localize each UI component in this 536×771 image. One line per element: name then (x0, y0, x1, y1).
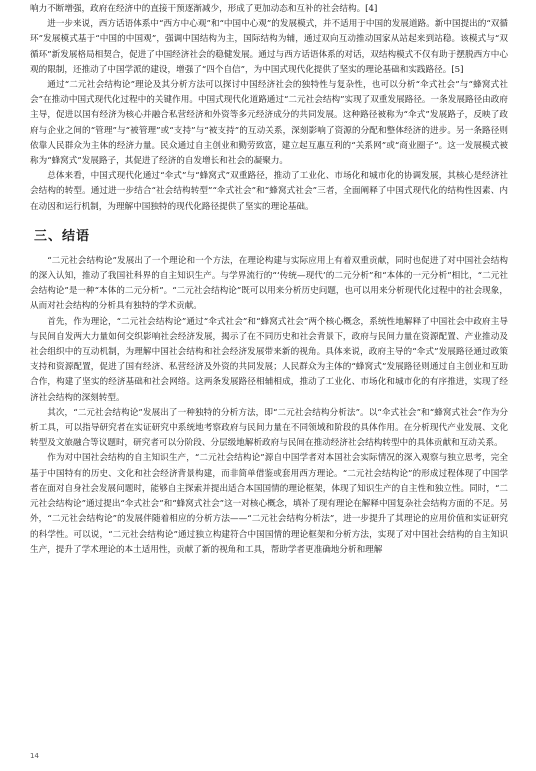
paragraph-top-4: 总体来看，中国式现代化通过“伞式”与“蜂窝式”双重路径，推动了工业化、市场化和城市化的协调发展，其核心是经济社会结构的转型。通过进一步结合“社会结构转型”“伞式社会”和“蜂窝式社会”三者，全面阐释了中国式现代化的结构性因素、内在动因和运行机制，为理解中国独特的现代化路径提供了坚实的理论基础。 (30, 171, 508, 212)
paragraph-top-1: 响力不断增强，政府在经济中的直接干预逐渐减少，形成了更加动态和互补的社会结构。[4] (30, 4, 378, 14)
paragraph-top-2: 进一步来说，西方话语体系中“西方中心观”和“中国中心观”的发展模式，并不适用于中国的发展道路。新中国提出的“双循环”发展模式基于“中国的中国观”，强调中国结构为主，国际结构为辅，通过双向互动推动国家从站起来到站稳。该模式与“双循环”新发展格局相契合，促进了中国经济社会的稳健发展。通过与西方话语体系的对话，双结构模式不仅有助于摆脱西方中心观的限制，还推动了中国学派的建设，增强了“四个自信”，为中国式现代化提供了坚实的理论基础和实践路径。[5] (30, 19, 508, 75)
paragraph-bottom-2: 首先，作为理论，“二元社会结构论”通过“伞式社会”和“蜂窝式社会”两个核心概念，系统性地解释了中国社会中政府主导与民间自发两大力量如何交织影响社会经济发展，揭示了在不同历史和社会背景下，政府与民间力量在资源配置、产业推动及社会组织中的互动机制，为理解中国社会结构和社会经济发展带来新的视角。具体来说，政府主导的“伞式”发展路径通过政策支持和资源配置，促进了国有经济、私营经济及外资的共同发展；人民群众为主体的“蜂窝式”发展路径则通过自主创业和互助合作，构建了坚实的经济基础和社会网络。这两条发展路径相辅相成，推动了工业化、市场化和城市化的有序推进，实现了经济社会结构的深刻转型。 (30, 316, 508, 403)
paragraph-top-3: 通过“二元社会结构论”理论及其分析方法可以探讨中国经济社会的独特性与复杂性，也可以分析“伞式社会”与“蜂窝式社会”在推动中国式现代化过程中的关键作用。中国式现代化道路通过“二元社会结构”实现了双重发展路径。一条发展路径由政府主导，促进以国有经济为核心并融合私营经济和外资等多元经济成分的共同发展。这种路径被称为“伞式”发展路子，反映了政府与企业之间的“管理”与“被管理”或“支持”与“被支持”的互动关系，深刻影响了资源的分配和整体经济的进步。另一条路径则依靠人民群众为主体的经济力量。民众通过自主创业和勤劳致富，建立起互惠互利的“关系网”或“商业圈子”。这一发展模式被称为“蜂窝式”发展路子，其促进了经济的自发增长和社会的凝聚力。 (30, 80, 508, 167)
paragraph-bottom-3: 其次，“二元社会结构论”发展出了一种独特的分析方法，即“二元社会结构分析法”。以“伞式社会”和“蜂窝式社会”作为分析工具，可以指导研究者在实证研究中系统地考察政府与民间力量在不同领域和阶段的具体作用。在分析现代产业发展、文化转型及文旅融合等议题时，研究者可以分阶段、分层级地解析政府与民间在推动经济社会结构转型中的具体贡献和互动关系。 (30, 407, 508, 449)
section-heading: 三、结语 (34, 228, 91, 244)
paragraph-bottom-4: 作为对中国社会结构的自主知识生产，“二元社会结构论”源自中国学者对本国社会实际情况的深入观察与独立思考，完全基于中国特有的历史、文化和社会经济背景构建，而非简单借鉴或套用西方理论。“二元社会结构论”的形成过程体现了中国学者在面对自身社会发展问题时，能够自主探索并提出适合本国国情的理论框架，体现了知识生产的自主性和独立性。同时，“二元社会结构论”通过提出“伞式社会”和“蜂窝式社会”这一对核心概念，填补了现有理论在解释中国复杂社会结构方面的不足。另外，“二元社会结构论”的发展伴随着相应的分析方法——“二元社会结构分析法”，进一步提升了其理论的应用价值和实证研究的科学性。可以说，“二元社会结构论”通过独立构建符合中国国情的理论框架和分析方法，实现了对中国社会结构的自主知识生产，提升了学术理论的本土适用性，贡献了新的视角和工具，帮助学者更准确地分析和理解 (30, 453, 508, 555)
paragraph-bottom-1: “二元社会结构论”发展出了一个理论和一个方法，在理论构建与实际应用上有着双重贡献，同时也促进了对中国社会结构的深入认知，推动了我国社科界的自主知识生产。与学界流行的“‘传统—现代’的二元分析”和“本体的一元分析”相比，“二元社会结构论”是一种“本体的二元分析”。“二元社会结构论”既可以用来分析历史问题，也可以用来分析现代化过程中的社会现象，从而对社会结构的分析具有独特的学术贡献。 (30, 255, 508, 312)
page-number: 14 (30, 752, 39, 760)
page-body (30, 2, 508, 558)
